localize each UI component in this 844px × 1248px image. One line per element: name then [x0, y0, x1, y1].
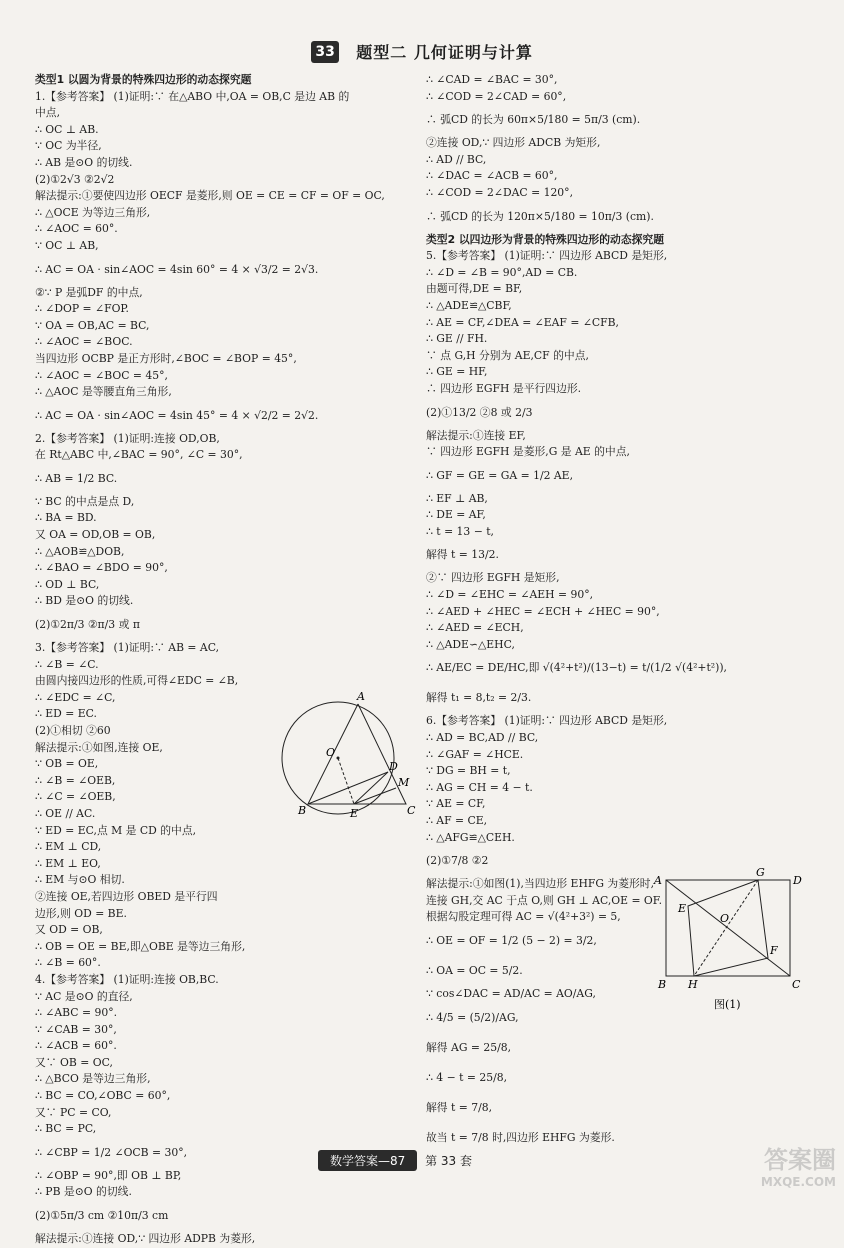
answer-line: 又∵ OB = OC,: [35, 1055, 113, 1069]
answer-line: 类型1 以圆为背景的特殊四边形的动态探究题: [35, 73, 252, 86]
answer-line: 解法提示:①要使四边形 OECF 是菱形,则 OE = CE = CF = OF = OC,: [35, 189, 385, 203]
answer-line: ∴ ∠AOC = 60°.: [35, 222, 118, 236]
answer-line: ∴ △OCE 为等边三角形,: [35, 205, 151, 219]
answer-line: (2)①2π/3 ②π/3 或 π: [35, 618, 140, 632]
answer-line: 解得 t = 7/8,: [426, 1100, 493, 1114]
label-E: E: [678, 902, 687, 915]
answer-line: ∵ BC 的中点是点 D,: [35, 494, 135, 508]
answer-line: ∵ AE = CF,: [426, 797, 486, 811]
answer-line: 3.【参考答案】 (1)证明:∵ AB = AC,: [35, 641, 220, 655]
label-O: O: [720, 912, 730, 925]
answer-line: (2)①2√3 ②2√2: [35, 172, 115, 186]
answer-line: 2.【参考答案】 (1)证明:连接 OD,OB,: [35, 431, 220, 445]
answer-line: ∴ ∠CBP = 1/2 ∠OCB = 30°,: [35, 1145, 188, 1159]
label-B: B: [298, 804, 307, 817]
answer-line: ∵ OB = OE,: [35, 757, 99, 771]
page-footer: [318, 1150, 472, 1170]
answer-line: 边形,则 OD = BE.: [35, 906, 127, 920]
answer-line: (2)①13/2 ②8 或 2/3: [426, 405, 533, 419]
answer-line: 解法提示:①连接 OD,∵ 四边形 ADPB 为菱形,: [35, 1232, 256, 1246]
answer-line: 又∵ PC = CO,: [35, 1105, 112, 1119]
answer-line: ∴ t = 13 − t,: [426, 524, 494, 538]
label-F: F: [770, 944, 778, 957]
page-number: 数学答案—87: [318, 1150, 417, 1171]
answer-line: ∴ ∠AED = ∠ECH,: [426, 621, 524, 635]
answer-line: ∴ BC = CO,∠OBC = 60°,: [35, 1089, 171, 1103]
answer-line: ∴ BC = PC,: [35, 1122, 97, 1136]
answer-line: 又 OA = OD,OB = OB,: [35, 528, 156, 542]
answer-line: ②连接 OD,∵ 四边形 ADCB 为矩形,: [426, 136, 601, 150]
answer-line: ∵ 四边形 EGFH 是菱形,G 是 AE 的中点,: [426, 445, 630, 459]
answer-line: 类型2 以四边形为背景的特殊四边形的动态探究题: [426, 232, 665, 246]
answer-line: (2)①7/8 ②2: [426, 854, 489, 868]
answer-line: ∴ △ADE∽△EHC,: [426, 637, 515, 651]
answer-line: ∴ ∠B = 60°.: [35, 956, 101, 970]
answer-line: ∵ OA = OB,AC = BC,: [35, 318, 150, 332]
answer-line: ∴ AD = BC,AD // BC,: [426, 731, 539, 745]
answer-line: ∴ 弧CD 的长为 60π×5/180 = 5π/3 (cm).: [426, 113, 641, 127]
answer-line: ∴ EM ⊥ EO,: [35, 856, 101, 870]
answer-line: ∴ ∠DAC = ∠ACB = 60°,: [426, 169, 558, 183]
answer-line: ∴ ED = EC.: [35, 707, 97, 721]
set-number: 第 33 套: [425, 1154, 473, 1168]
label-C: C: [792, 978, 801, 991]
answer-line: ∴ AB 是⊙O 的切线.: [35, 155, 133, 169]
answer-line: ∴ OA = OC = 5/2.: [426, 963, 523, 977]
answer-line: ∴ ∠AOC = ∠BOC = 45°,: [35, 368, 168, 382]
answer-line: ∴ EM ⊥ CD,: [35, 840, 102, 854]
answer-line: 4.【参考答案】 (1)证明:连接 OB,BC.: [35, 972, 219, 986]
answer-line: ∴ ∠ABC = 90°.: [35, 1006, 118, 1020]
answer-line: ∴ OB = OE = BE,即△OBE 是等边三角形,: [35, 939, 246, 953]
label-H: H: [688, 978, 698, 991]
answer-line: ∴ BD 是⊙O 的切线.: [35, 594, 134, 608]
answer-line: ∵ OC ⊥ AB,: [35, 238, 99, 252]
answer-line: ∴ ∠CAD = ∠BAC = 30°,: [426, 73, 558, 86]
answer-line: 解得 AG = 25/8,: [426, 1040, 512, 1054]
answer-line: ∴ EF ⊥ AB,: [426, 491, 488, 505]
answer-line: 连接 GH,交 AC 于点 O,则 GH ⊥ AC,OE = OF.: [426, 893, 663, 907]
answer-line: (2)①相切 ②60: [35, 724, 111, 737]
watermark-logo: 答案圈 MXQE.COM: [760, 1146, 836, 1189]
answer-line: ∴ AE = CF,∠DEA = ∠EAF = ∠CFB,: [426, 315, 619, 329]
answer-line: 故当 t = 7/8 时,四边形 EHFG 为菱形.: [426, 1130, 615, 1144]
answer-line: 6.【参考答案】 (1)证明:∵ 四边形 ABCD 是矩形,: [426, 714, 668, 728]
answer-line: 又 OD = OB,: [35, 923, 103, 937]
answer-line: ∵ ED = EC,点 M 是 CD 的中点,: [35, 823, 197, 837]
answer-line: ②连接 OE,若四边形 OBED 是平行四: [35, 889, 218, 903]
page-title: 题型二 几何证明与计算: [356, 43, 533, 62]
answer-line: ∴ ∠C = ∠OEB,: [35, 790, 116, 804]
answer-line: ∴ AB = 1/2 BC.: [35, 471, 118, 485]
label-O: O: [326, 746, 336, 759]
answer-line: ∴ OC ⊥ AB.: [35, 122, 99, 136]
answer-line: ∴ ∠GAF = ∠HCE.: [426, 747, 524, 761]
answer-line: ∵ OC 为半径,: [35, 139, 102, 153]
answer-line: ∵ DG = BH = t,: [426, 764, 511, 778]
answer-line: ∴ ∠AOC = ∠BOC.: [35, 335, 133, 349]
answer-line: ∴ AC = OA · sin∠AOC = 4sin 60° = 4 × √3/2 = 2√3.: [35, 262, 319, 276]
answer-line: ∴ ∠ACB = 60°.: [35, 1039, 117, 1053]
answer-line: 根据勾股定理可得 AC = √(4²+3²) = 5,: [426, 910, 621, 924]
answer-line: ∴ ∠AED + ∠HEC = ∠ECH + ∠HEC = 90°,: [426, 604, 660, 618]
answer-line: ∴ AD // BC,: [426, 152, 487, 166]
answer-line: ∴ 弧CD 的长为 120π×5/180 = 10π/3 (cm).: [426, 209, 654, 223]
answer-line: ∵ AC 是⊙O 的直径,: [35, 989, 133, 1003]
answer-line: ∴ △AFG≌△CEH.: [426, 830, 515, 844]
answer-line: ∴ ∠OBP = 90°,即 OB ⊥ BP,: [35, 1168, 182, 1182]
answer-line: ∴ △AOB≌△DOB,: [35, 544, 125, 558]
answer-line: ∴ ∠COD = 2∠CAD = 60°,: [426, 89, 567, 103]
answer-line: ∴ 4 − t = 25/8,: [426, 1070, 508, 1084]
answer-line: ∴ OE // AC.: [35, 806, 96, 820]
answer-line: ∴ △ADE≌△CBF,: [426, 298, 512, 312]
answer-line: ∴ PB 是⊙O 的切线.: [35, 1185, 132, 1199]
answer-line: ∴ ∠COD = 2∠DAC = 120°,: [426, 185, 574, 199]
answer-line: ∴ ∠EDC = ∠C,: [35, 690, 116, 704]
answer-line: ∴ AG = CH = 4 − t.: [426, 780, 533, 794]
answer-line: ∴ 4/5 = (5/2)/AG,: [426, 1010, 519, 1024]
label-B: B: [658, 978, 667, 991]
answer-line: 解得 t = 13/2.: [426, 548, 499, 562]
answer-line: 解法提示:①连接 EF,: [426, 428, 526, 442]
answer-line: ∴ △AOC 是等腰直角三角形,: [35, 385, 172, 399]
answer-line: 由题可得,DE = BF,: [426, 282, 523, 296]
label-G: G: [756, 868, 765, 879]
answer-line: ②∵ 四边形 EGFH 是矩形,: [426, 571, 560, 585]
answer-line: ∴ 四边形 EGFH 是平行四边形.: [426, 381, 582, 395]
answer-line: 当四边形 OCBP 是正方形时,∠BOC = ∠BOP = 45°,: [35, 351, 297, 365]
answer-line: 解法提示:①如图(1),当四边形 EHFG 为菱形时,: [426, 877, 655, 891]
answer-line: ∴ ∠DOP = ∠FOP.: [35, 302, 129, 316]
answer-line: ②∵ P 是弧DF 的中点,: [35, 285, 143, 299]
label-C: C: [407, 804, 416, 817]
answer-line: ∴ BA = BD.: [35, 511, 97, 525]
answer-line: ∴ ∠D = ∠B = 90°,AD = CB.: [426, 265, 578, 279]
label-M: M: [398, 776, 410, 789]
answer-line: 5.【参考答案】 (1)证明:∵ 四边形 ABCD 是矩形,: [426, 249, 668, 263]
answer-line: 由圆内接四边形的性质,可得∠EDC = ∠B,: [35, 674, 239, 688]
answer-line: ∴ ∠BAO = ∠BDO = 90°,: [35, 561, 168, 575]
answer-line: 中点,: [35, 106, 61, 120]
answer-line: 解得 t₁ = 8,t₂ = 2/3.: [426, 691, 532, 705]
answer-line: ∵ 点 G,H 分别为 AE,CF 的中点,: [426, 348, 589, 362]
answer-line: 1.【参考答案】 (1)证明:∵ 在△ABO 中,OA = OB,C 是边 AB 的: [35, 89, 350, 103]
answer-line: ∴ AF = CE,: [426, 814, 488, 827]
answer-line: ∴ GF = GE = GA = 1/2 AE,: [426, 468, 573, 482]
answer-line: ∴ AC = OA · sin∠AOC = 4sin 45° = 4 × √2/2 = 2√2.: [35, 408, 319, 422]
left-column: [35, 72, 420, 1248]
answer-line: (2)①5π/3 cm ②10π/3 cm: [35, 1209, 169, 1223]
circle-triangle-figure: [270, 690, 420, 820]
label-E: E: [350, 807, 359, 820]
answer-line: ∴ EM 与⊙O 相切.: [35, 873, 125, 887]
answer-line: ∴ OD ⊥ BC,: [35, 577, 100, 591]
answer-line: ∴ DE = AF,: [426, 508, 486, 522]
answer-line: ∴ OE = OF = 1/2 (5 − 2) = 3/2,: [426, 933, 597, 947]
label-D: D: [389, 760, 398, 773]
section-badge: 33: [311, 41, 339, 63]
answer-line: ∵ cos∠DAC = AD/AC = AO/AG,: [426, 986, 596, 1000]
label-A: A: [654, 874, 662, 887]
page-header: [0, 40, 844, 70]
answer-line: ∴ GE = HF,: [426, 365, 488, 379]
label-A: A: [357, 690, 365, 703]
answer-line: ∴ ∠D = ∠EHC = ∠AEH = 90°,: [426, 588, 594, 602]
answer-line: ∴ GE // FH.: [426, 332, 488, 346]
answer-line: ∴ AE/EC = DE/HC,即 √(4²+t²)/(13−t) = t/(1/2 √(4²+t²)),: [426, 661, 727, 675]
answer-line: ∴ ∠B = ∠C.: [35, 657, 99, 671]
answer-line: ∵ ∠CAB = 30°,: [35, 1022, 117, 1036]
figure-caption: 图(1): [714, 998, 741, 1011]
answer-line: ∴ △BCO 是等边三角形,: [35, 1072, 151, 1086]
label-D: D: [793, 874, 802, 887]
answer-line: 解法提示:①如图,连接 OE,: [35, 740, 163, 754]
rectangle-rhombus-figure: [648, 868, 808, 1018]
answer-line: ∴ ∠B = ∠OEB,: [35, 773, 116, 787]
answer-line: 在 Rt△ABC 中,∠BAC = 90°, ∠C = 30°,: [35, 448, 243, 462]
